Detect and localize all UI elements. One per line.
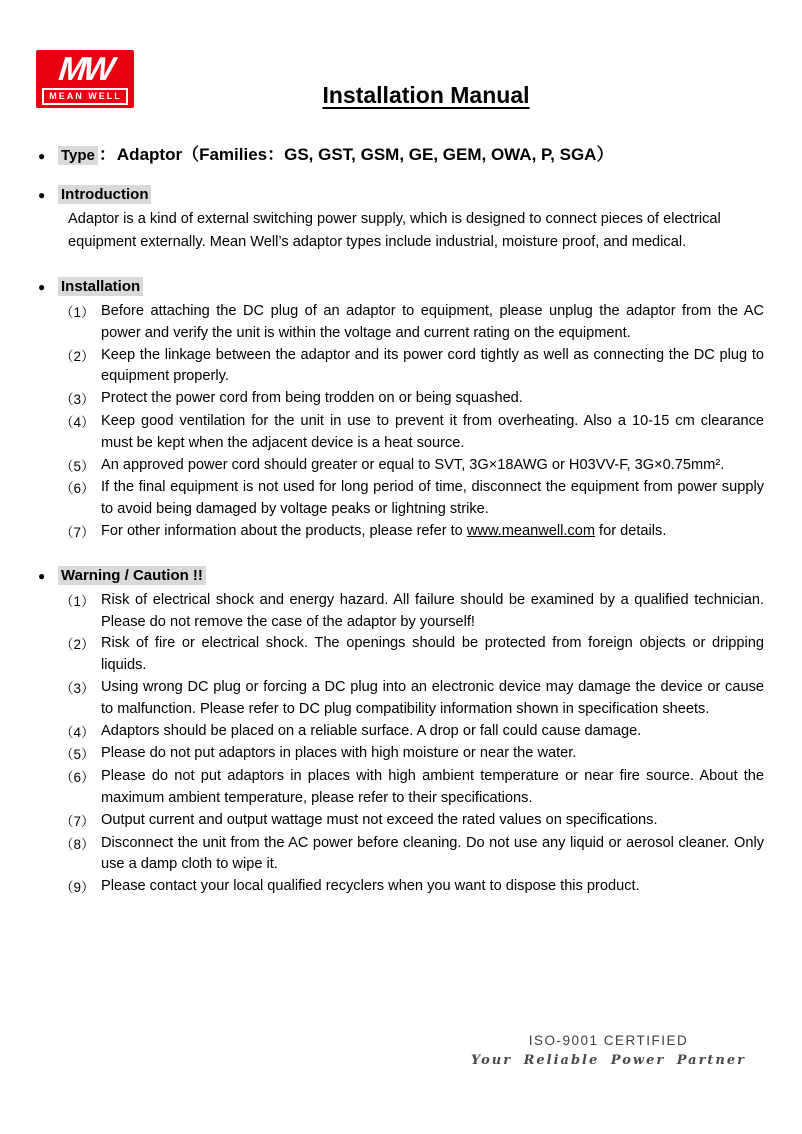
item-number: （6） [60,481,95,497]
list-item [60,876,764,899]
list-item [60,477,764,521]
logo-mw-letters: MW [56,50,114,87]
list-item [60,721,764,744]
bullet-icon: ● [38,568,46,583]
bullet-icon: ● [38,149,46,163]
section-installation [38,277,764,544]
page-footer [471,1032,746,1072]
logo-brand-name: MEAN WELL [42,88,128,105]
list-item [60,301,764,345]
section-heading: Warning / Caution !! [58,566,206,585]
bullet-icon: ● [38,188,46,202]
meanwell-link[interactable]: www.meanwell.com [466,522,595,539]
item-number: （4） [60,414,95,430]
item-text: Adaptors should be placed on a reliable surface. A drop or fall could cause damage. [101,722,642,739]
item-text: Keep good ventilation for the unit in use to prevent it from overheating. Also a 10-15 cm clearance must be kept when the adjacent device is a heat source. [101,412,764,451]
list-item [60,411,764,455]
item-text: Before attaching the DC plug of an adaptor to equipment, please unplug the adaptor from the AC power and verify the unit is within the voltage and current rating on the equipment. [101,303,764,341]
introduction-body: Adaptor is a kind of external switching power supply, which is designed to connect pieces of electrical equipment externally. Mean Well’s adaptor types include industrial, moisture proof, and medical. [68,211,721,250]
item-number: （6） [60,770,95,786]
content [0,140,802,899]
section-introduction [38,185,764,253]
section-heading: Introduction [58,185,151,204]
item-text-suffix: for details. [595,522,667,539]
list-item [60,455,764,478]
section-heading: Installation [58,277,143,296]
item-text: If the final equipment is not used for long period of time, disconnect the equipment from power supply to avoid being damaged by voltage peaks or lightning strike. [101,479,764,518]
list-item [60,590,764,634]
section-warning-caution [38,566,764,899]
item-text: Risk of electrical shock and energy hazard. All failure should be examined by a qualified technician. Please do not remove the case of the adaptor by yourself! [101,591,764,630]
bullet-icon: ● [38,280,46,294]
type-line [38,140,764,165]
item-number: （1） [60,305,95,320]
item-text: Output current and output wattage must not exceed the rated values on specifications. [101,811,658,828]
list-item [60,810,764,833]
item-text: Protect the power cord from being trodden on or being squashed. [101,390,523,407]
item-text: Please do not put adaptors in places with high moisture or near the water. [101,745,577,762]
list-item [60,833,764,877]
list-item [60,521,764,544]
item-number: （9） [60,880,95,896]
list-item [60,633,764,677]
item-text-prefix: For other information about the products, please refer to [101,522,467,539]
installation-list [60,301,764,544]
item-number: （1） [60,593,95,609]
item-number: （3） [60,680,95,696]
item-text: An approved power cord should greater or equal to SVT, 3G×18AWG or H03VV-F, 3G×0.75mm². [101,456,725,473]
item-number: （2） [60,637,95,653]
item-text: Please do not put adaptors in places with high ambient temperature or near fire source. About the maximum ambient temperature, please refer to their specifications. [101,768,764,806]
slogan-text: Your Reliable Power Partner [470,1053,746,1068]
type-label: Type [58,146,98,165]
page-header [0,0,802,126]
list-item [60,345,764,389]
title-wrap [0,82,802,109]
list-item [60,766,764,810]
item-number: （4） [60,724,95,740]
list-item [60,743,764,766]
item-number: （8） [60,836,95,852]
item-text: Keep the linkage between the adaptor and its power cord tightly as well as connecting the DC plug to equipment properly. [101,346,764,385]
list-item [60,677,764,721]
item-number: （2） [60,348,95,364]
section-heading-row [38,185,764,204]
item-number: （3） [60,392,95,408]
item-text: Please contact your local qualified recyclers when you want to dispose this product. [101,878,640,895]
item-text: Risk of fire or electrical shock. The openings should be protected from foreign objects or dripping liquids. [101,635,764,674]
section-heading-row [38,566,764,585]
page-title: Installation Manual [322,82,530,108]
item-number: （5） [60,458,95,474]
warning-list [60,590,764,899]
type-colon: ： [98,145,116,164]
section-heading-row [38,277,764,296]
item-text: Using wrong DC plug or forcing a DC plug into an electronic device may damage the device or cause to malfunction. Please refer to DC plug compatibility information shown in specification sheets. [101,678,764,717]
item-text: Disconnect the unit from the AC power before cleaning. Do not use any liquid or aerosol cleaner. Only use a damp cloth to wipe it. [101,834,764,873]
iso-certified-text: ISO-9001 CERTIFIED [528,1033,689,1048]
type-value: Adaptor（Families：GS, GST, GSM, GE, GEM, OWA, P, SGA） [116,145,614,164]
list-item [60,388,764,411]
item-number: （7） [60,524,95,540]
item-text [101,521,764,544]
item-number: （5） [60,747,95,763]
item-number: （7） [60,813,95,829]
